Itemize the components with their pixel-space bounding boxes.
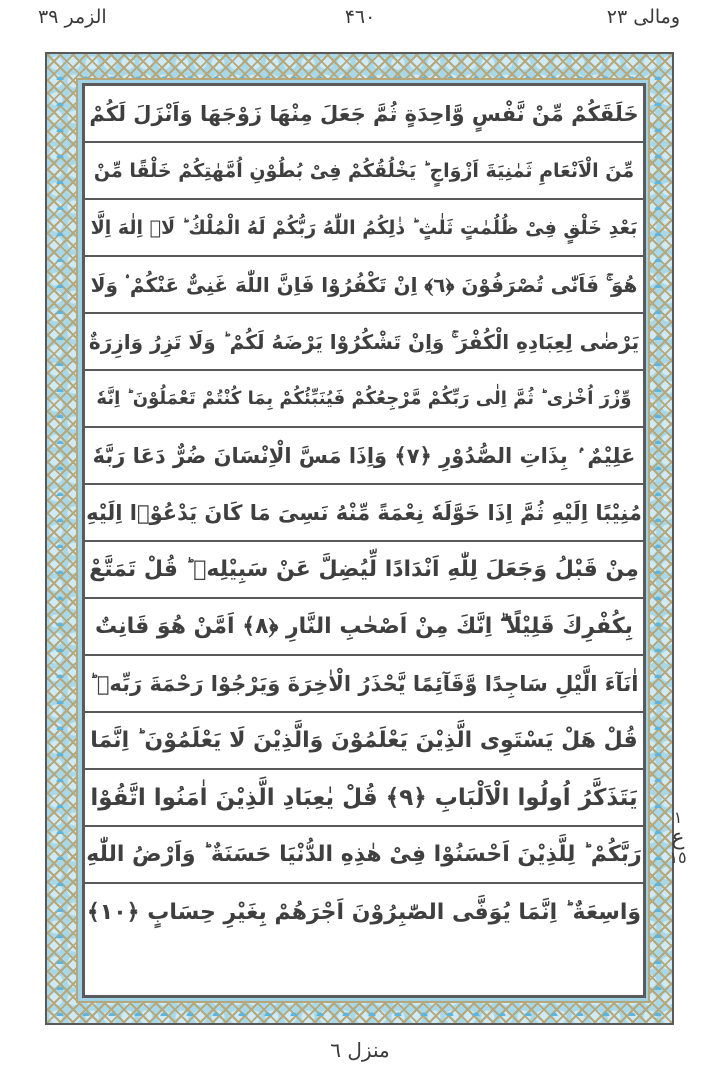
verse-line: بَعْدِ خَلْقٍ فِىْ ظُلُمٰتٍ ثَلٰثٍ ؕ ذٰلِكُمُ اللّٰهُ رَبُّكُمْ لَهُ الْمُلْكُ ؕ لَاۤ اِلٰهَ اِلَّا xyxy=(85,200,643,257)
verse-line: مُنِيْبًا اِلَيْهِ ثُمَّ اِذَا خَوَّلَهٗ نِعْمَةً مِّنْهُ نَسِىَ مَا كَانَ يَدْعُوْۤا اِلَيْهِ xyxy=(85,485,643,542)
verse-line: وَاسِعَةٌ ؕ اِنَّمَا يُوَفَّى الصّٰبِرُوْنَ اَجْرَهُمْ بِغَيْرِ حِسَابٍ ﴿١٠﴾ xyxy=(86,900,642,925)
surah-name: الزمر ٣٩ xyxy=(38,6,107,28)
manzil-label: منزل ٦ xyxy=(330,1038,390,1062)
verse-line: هُوَ ۚ فَاَنّٰى تُصْرَفُوْنَ ﴿٦﴾ اِنْ تَكْفُرُوْا فَاِنَّ اللّٰهَ غَنِىٌّ عَنْكُمْ ۟ وَلَا xyxy=(85,257,643,314)
verse-line: يَرْضٰى لِعِبَادِهِ الْكُفْرَ ۚ وَاِنْ تَشْكُرُوْا يَرْضَهُ لَكُمْ ؕ وَلَا تَزِرُ وَازِرَةٌ xyxy=(85,314,643,371)
verse-line: يَتَذَكَّرُ اُولُوا الْاَلْبَابِ ﴿٩﴾ قُلْ يٰعِبَادِ الَّذِيْنَ اٰمَنُوا اتَّقُوْا xyxy=(85,770,643,827)
verse-line: بِكُفْرِكَ قَلِيْلًا ۖۗ اِنَّكَ مِنْ اَصْحٰبِ النَّارِ ﴿٨﴾ اَمَّنْ هُوَ قَانِتٌ xyxy=(85,599,643,656)
page-number: ۴٦٠ xyxy=(344,6,376,28)
verse-line: اٰنَآءَ الَّيْلِ سَاجِدًا وَّقَآئِمًا يَّحْذَرُ الْاٰخِرَةَ وَيَرْجُوْا رَحْمَةَ رَبِّهٖ ؕ xyxy=(85,656,643,713)
verse-line: خَلَقَكُمْ مِّنْ نَّفْسٍ وَّاحِدَةٍ ثُمَّ جَعَلَ مِنْهَا زَوْجَهَا وَاَنْزَلَ لَكُمْ xyxy=(85,86,643,143)
verse-line: قُلْ هَلْ يَسْتَوِى الَّذِيْنَ يَعْلَمُوْنَ وَالَّذِيْنَ لَا يَعْلَمُوْنَ ؕ اِنَّمَا xyxy=(85,713,643,770)
verse-line: رَبَّكُمْ ؕ لِلَّذِيْنَ اَحْسَنُوْا فِىْ هٰذِهِ الدُّنْيَا حَسَنَةٌ ؕ وَاَرْضُ اللّٰهِ xyxy=(85,827,643,884)
ruku-marker xyxy=(658,808,698,868)
verse-line: مِّنَ الْاَنْعَامِ ثَمٰنِيَةَ اَزْوَاجٍ ؕ يَخْلُقُكُمْ فِىْ بُطُوْنِ اُمَّهٰتِكُمْ خَلْقًا مِّنْ xyxy=(85,143,643,200)
ruku-marker-bottom: ١٥ xyxy=(669,848,687,867)
para-name: ومالى ٢٣ xyxy=(606,6,680,28)
ruku-marker-top: ١ xyxy=(673,808,683,827)
verse-line: مِنْ قَبْلُ وَجَعَلَ لِلّٰهِ اَنْدَادًا لِّيُضِلَّ عَنْ سَبِيْلِهٖ ؕ قُلْ تَمَتَّعْ xyxy=(85,542,643,599)
ruku-marker-symbol: ع xyxy=(671,825,685,850)
text-panel xyxy=(82,83,646,998)
verse-line: عَلِيْمٌ ۢ بِذَاتِ الصُّدُوْرِ ﴿٧﴾ وَاِذَا مَسَّ الْاِنْسَانَ ضُرٌّ دَعَا رَبَّهٗ xyxy=(85,428,643,485)
verse-line: وِّزْرَ اُخْرٰى ؕ ثُمَّ اِلٰى رَبِّكُمْ مَّرْجِعُكُمْ فَيُنَبِّئُكُمْ بِمَا كُنْتُمْ تَعْمَلُوْنَ ؕ اِنَّهٗ xyxy=(85,371,643,428)
